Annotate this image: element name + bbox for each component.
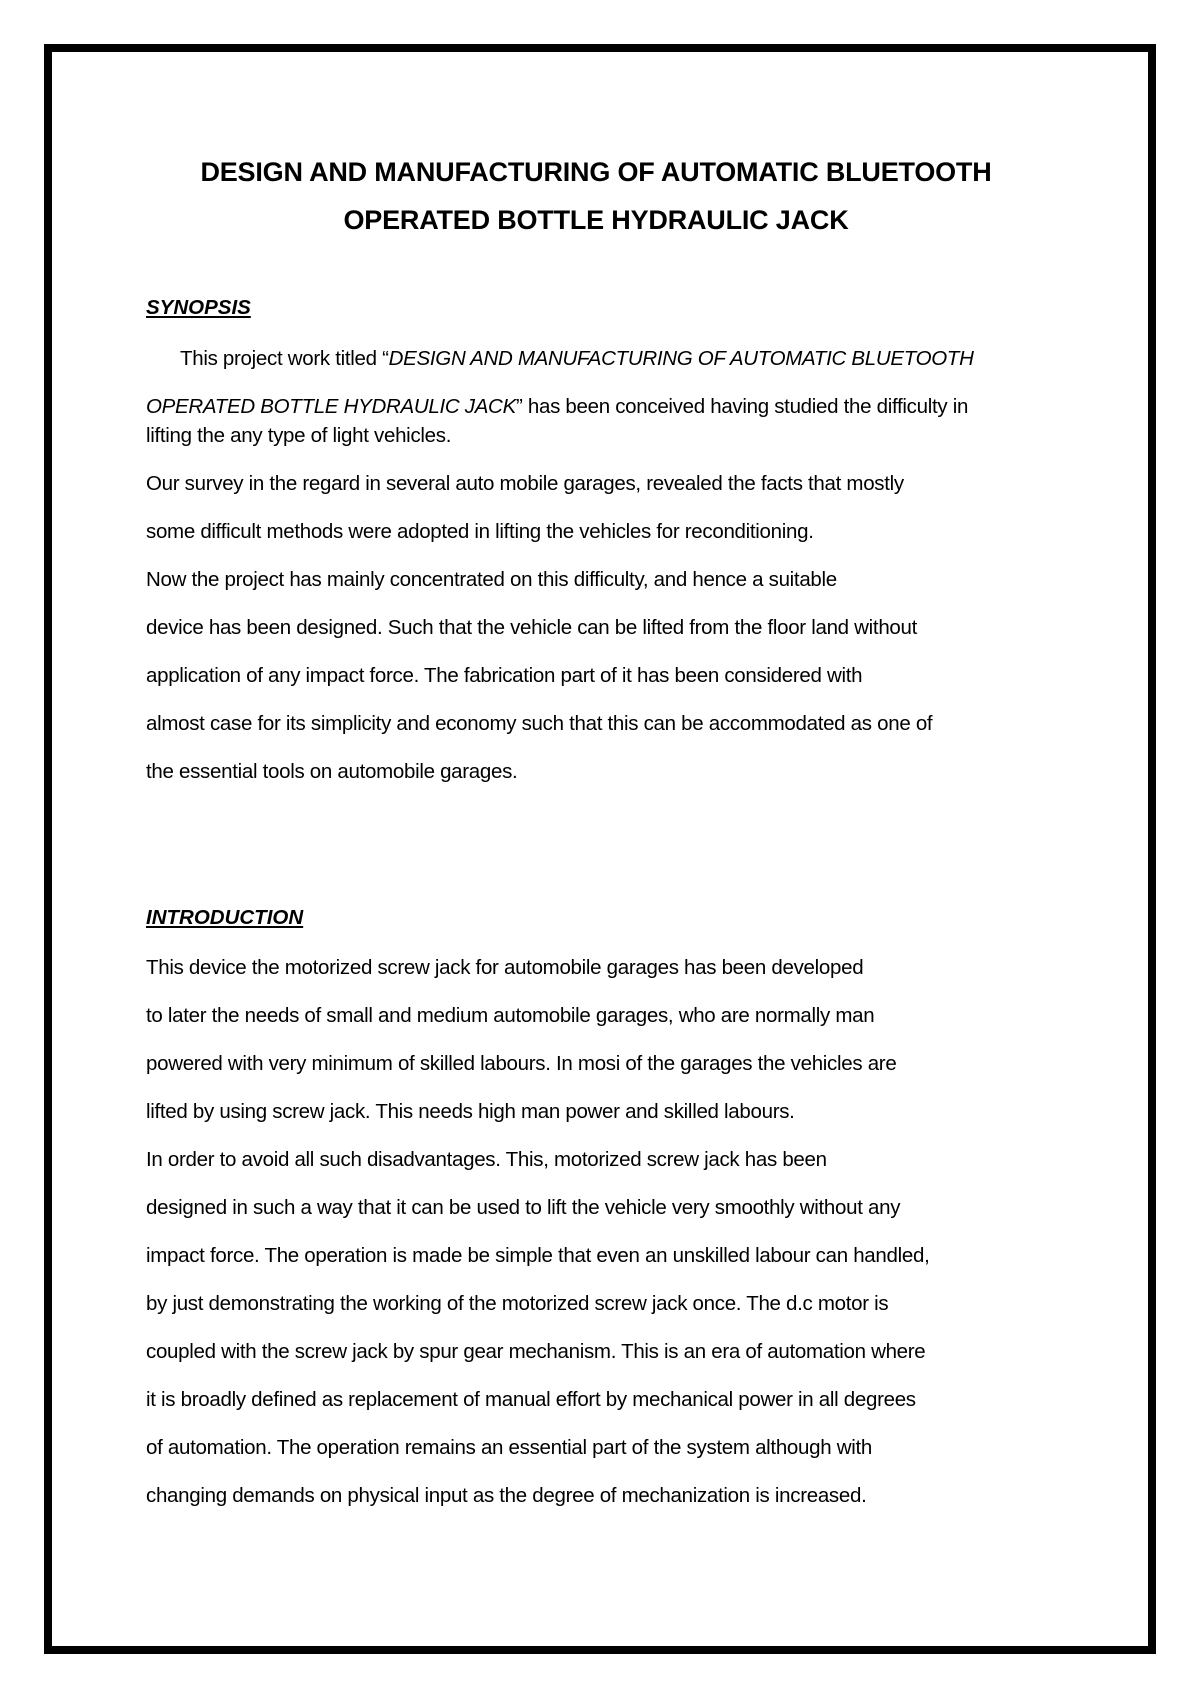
- synopsis-title-italic-2: OPERATED BOTTLE HYDRAULIC JACK: [146, 395, 516, 418]
- document-title: [146, 148, 1046, 244]
- synopsis-line-10: the essential tools on automobile garages.: [146, 760, 518, 783]
- introduction-line-8: by just demonstrating the working of the motorized screw jack once. The d.c motor is: [146, 1292, 889, 1315]
- synopsis-line-3: lifting the any type of light vehicles.: [146, 424, 452, 447]
- introduction-line-11: of automation. The operation remains an essential part of the system although with: [146, 1436, 872, 1459]
- synopsis-line-5: some difficult methods were adopted in lifting the vehicles for reconditioning.: [146, 520, 814, 543]
- introduction-line-2: to later the needs of small and medium automobile garages, who are normally man: [146, 1004, 875, 1027]
- introduction-line-12: changing demands on physical input as the degree of mechanization is increased.: [146, 1484, 867, 1507]
- synopsis-line-8: application of any impact force. The fabrication part of it has been considered with: [146, 664, 863, 687]
- introduction-line-9: coupled with the screw jack by spur gear mechanism. This is an era of automation where: [146, 1340, 926, 1363]
- synopsis-line-9: almost case for its simplicity and economy such that this can be accommodated as one of: [146, 712, 933, 735]
- synopsis-line-2: [146, 395, 968, 419]
- introduction-line-1: This device the motorized screw jack for automobile garages has been developed: [146, 956, 864, 979]
- synopsis-line-6: Now the project has mainly concentrated on this difficulty, and hence a suitable: [146, 568, 837, 591]
- title-line-2: OPERATED BOTTLE HYDRAULIC JACK: [343, 205, 849, 235]
- introduction-heading: INTRODUCTION: [146, 906, 304, 929]
- document-body: [146, 148, 1046, 1507]
- introduction-line-4: lifted by using screw jack. This needs high man power and skilled labours.: [146, 1100, 795, 1123]
- title-line-1: DESIGN AND MANUFACTURING OF AUTOMATIC BLUETOOTH: [200, 157, 992, 187]
- page-border: [44, 44, 1156, 1654]
- synopsis-title-italic-1: DESIGN AND MANUFACTURING OF AUTOMATIC BLUETOOTH: [388, 347, 974, 370]
- introduction-line-3: powered with very minimum of skilled labours. In mosi of the garages the vehicles are: [146, 1052, 897, 1075]
- synopsis-line-2-suffix: ” has been conceived having studied the difficulty in: [515, 395, 969, 418]
- synopsis-heading: SYNOPSIS: [146, 296, 251, 319]
- synopsis-line-4: Our survey in the regard in several auto mobile garages, revealed the facts that mostly: [146, 472, 904, 495]
- introduction-line-5: In order to avoid all such disadvantages. This, motorized screw jack has been: [146, 1148, 827, 1171]
- introduction-line-6: designed in such a way that it can be used to lift the vehicle very smoothly without any: [146, 1196, 901, 1219]
- introduction-line-10: it is broadly defined as replacement of manual effort by mechanical power in all degrees: [146, 1388, 916, 1411]
- synopsis-line-1-prefix: This project work titled “: [180, 347, 389, 370]
- synopsis-line-7: device has been designed. Such that the vehicle can be lifted from the floor land without: [146, 616, 918, 639]
- synopsis-line-1: [180, 347, 974, 371]
- introduction-line-7: impact force. The operation is made be simple that even an unskilled labour can handled,: [146, 1244, 930, 1267]
